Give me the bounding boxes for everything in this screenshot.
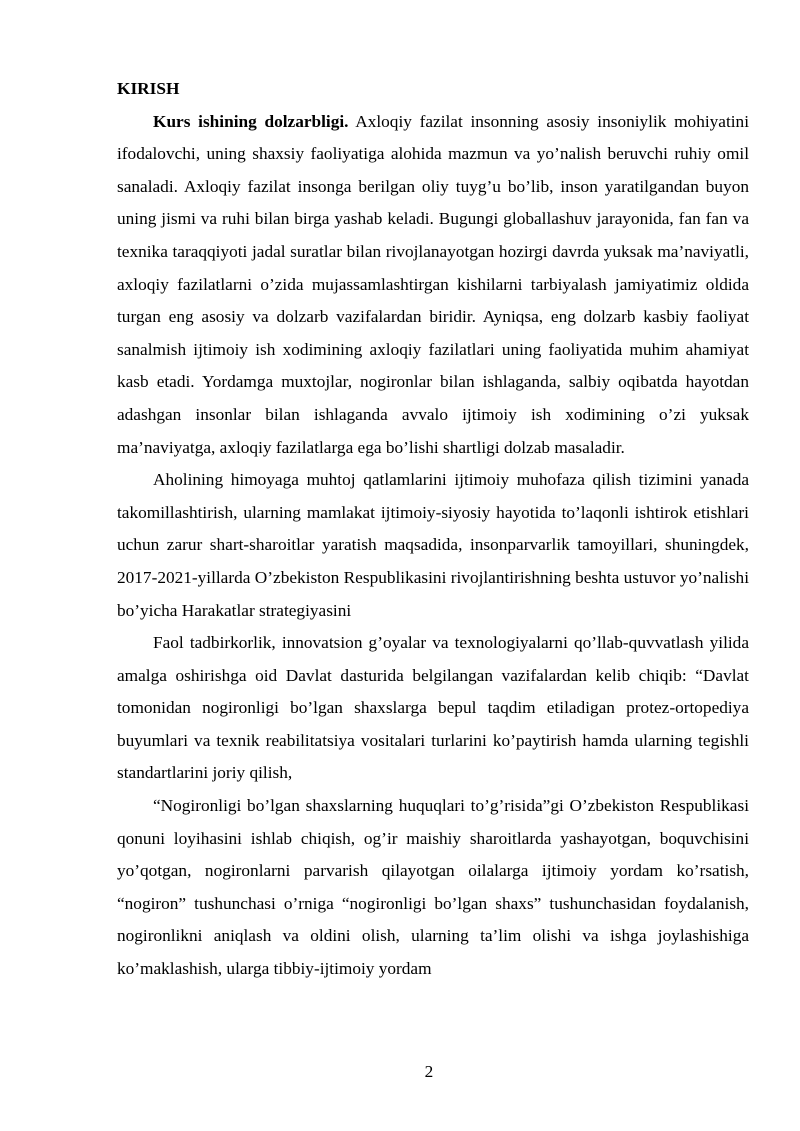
paragraph-relevance xyxy=(117,106,749,465)
paragraph-lead: Kurs ishining dolzarbligi. xyxy=(153,111,349,131)
paragraph-text: Axloqiy fazilat insonning asosiy insoniylik mohiyatini ifodalovchi, uning shaxsiy faoliyatiga alohida mazmun va yo’nalish beruvchi ruhiy omil sanaladi. Axloqiy fazilat insonga berilgan oliy tuyg’u bo’lib, inson yaratilgandan buyon uning jismi va ruhi bilan birga yashab keladi. Bugungi globallashuv jarayonida, fan fan va texnika taraqqiyoti jadal suratlar bilan rivojlanayotgan hozirgi davrda yuksak ma’naviyatli, axloqiy fazilatlarni o’zida mujassamlashtirgan kishilarni tarbiyalash jamiyatimiz oldida turgan eng asosiy va dolzarb vazifalardan biridir. Ayniqsa, eng dolzarb kasbiy faoliyat sanalmish ijtimoiy ish xodimining axloqiy fazilatlari uning faoliyatida muhim ahamiyat kasb etadi. Yordamga muxtojlar, nogironlar bilan ishlaganda, salbiy oqibatda hayotdan adashgan insonlar bilan ishlaganda avvalo ijtimoiy ish xodimining o’zi yuksak ma’naviyatga, axloqiy fazilatlarga ega bo’lishi shartligi dolzab masaladir. xyxy=(117,111,749,457)
paragraph-disability-law: “Nogironligi bo’lgan shaxslarning huquqlari to’g’risida”gi O’zbekiston Respublikasi qonuni loyihasini ishlab chiqish, og’ir maishiy sharoitlarda yashayotgan, boquvchisini yo’qotgan, nogironlarni parvarish qilayotgan oilalarga ijtimoiy yordam ko’rsatish, “nogiron” tushunchasi o’rniga “nogironligi bo’lgan shaxs” tushunchasidan foydalanish, nogironlikni aniqlash va oldini olish, ularning ta’lim olishi va ishga joylashishiga ko’maklashish, ularga tibbiy-ijtimoiy yordam xyxy=(117,796,749,979)
paragraph-state-program: Faol tadbirkorlik, innovatsion g’oyalar va texnologiyalarni qo’llab-quvvatlash yilida amalga oshirishga oid Davlat dasturida belgilangan vazifalardan kelib chiqib: “Davlat tomonidan nogironligi bo’lgan shaxslarga bepul taqdim etiladigan protez-ortopediya buyumlari va texnik reabilitatsiya vositalari turlarini ko’paytirish hamda ularning tegishli standartlarini joriy qilish, xyxy=(117,633,749,783)
section-heading: KIRISH xyxy=(117,79,180,98)
paragraph-social-protection: Aholining himoyaga muhtoj qatlamlarini ijtimoiy muhofaza qilish tizimini yanada takomillashtirish, ularning mamlakat ijtimoiy-siyosiy hayotida to’laqonli ishtirok etishlari uchun zarur shart-sharoitlar yaratish maqsadida, insonparvarlik tamoyillari, shuningdek, 2017-2021-yillarda O’zbekiston Respublikasini rivojlantirishning beshta ustuvor yo’nalishi bo’yicha Harakatlar strategiyasini xyxy=(117,470,749,620)
page-number: 2 xyxy=(424,1062,434,1081)
document-page xyxy=(117,73,749,986)
